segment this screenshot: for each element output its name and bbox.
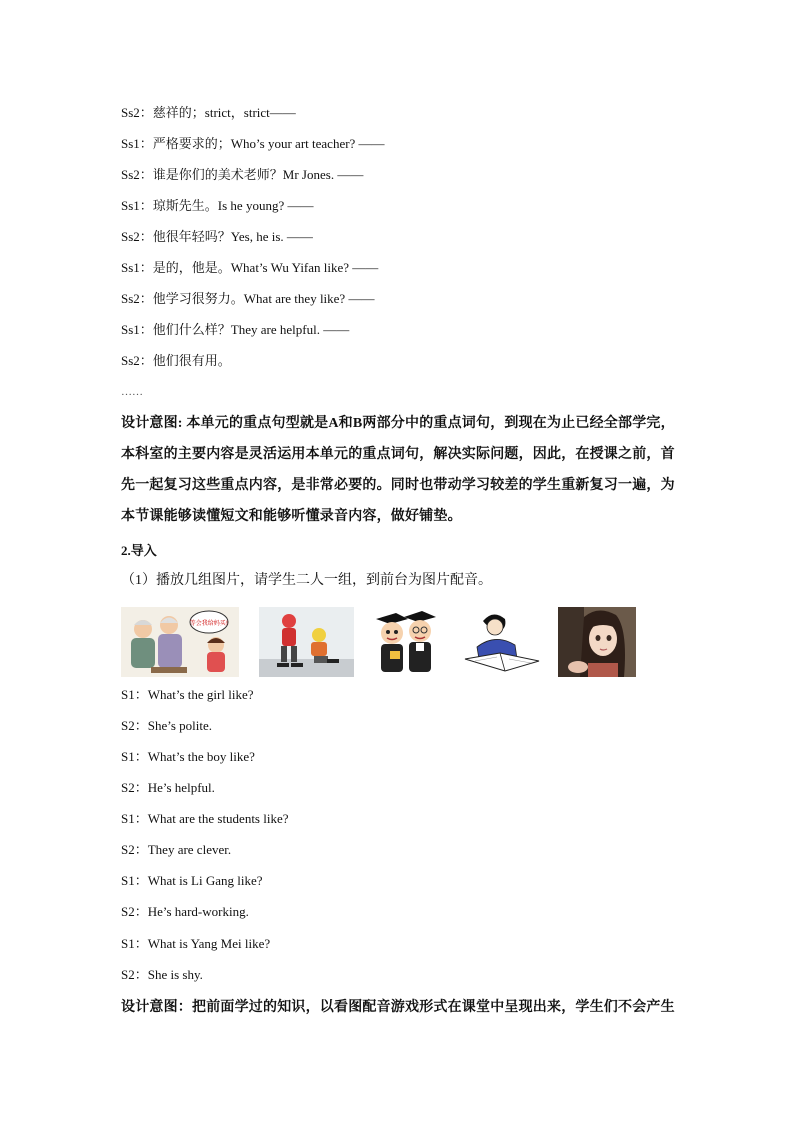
dialogue-line: S2：They are clever. [121, 842, 232, 857]
design-intent-paragraph: 设计意图: 本单元的重点句型就是A和B两部分中的重点词句，到现在为止已经全部学完，本科室的主要内容是灵活运用本单元的重点词句，解决实际问题，因此，在授课之前，首先一起复习这些重点内容，是非常必要的。同时也带动学习较差的学生重新复习一遍，为本节课能够读懂短文和能够听懂录音内容，做好铺垫。 [121, 416, 675, 524]
dialogue-line: S2：He’s hard-working. [121, 904, 249, 919]
dialogue-line: S2：She is shy. [121, 967, 203, 982]
picture-boy-studying [455, 607, 545, 677]
picture-grandparents-girl [121, 607, 239, 677]
dialogue-line: S2：She’s polite. [121, 718, 213, 733]
dialogue-line: Ss2：他们很有用。 [121, 353, 231, 368]
dialogue-line: S1：What is Li Gang like? [121, 873, 263, 888]
dialogue-line: S1：What is Yang Mei like? [121, 936, 271, 951]
section-heading: 2.导入 [121, 543, 157, 558]
picture-graduate-students [368, 607, 443, 677]
dialogue-line: Ss2：谁是你们的美术老师？Mr Jones. —— [121, 167, 364, 182]
dialogue-line: Ss1：是的，他是。What’s Wu Yifan like? —— [121, 260, 379, 275]
dialogue-line: S1：What’s the girl like? [121, 687, 254, 702]
instruction-text: （1）播放几组图片，请学生二人一组，到前台为图片配音。 [121, 573, 492, 588]
dialogue-line: Ss2：他学习很努力。What are they like? —— [121, 291, 375, 306]
dialogue-line: Ss1：严格要求的；Who’s your art teacher? —— [121, 136, 385, 151]
speech-bubble-text: 等会我给妈买! [189, 620, 229, 627]
dialogue-line: S1：What are the students like? [121, 811, 289, 826]
dialogue-line: Ss2：慈祥的；strict，strict—— [121, 105, 296, 120]
dialogue-line: Ss2：他很年轻吗？Yes, he is. —— [121, 229, 313, 244]
design-intent-paragraph-2: 设计意图：把前面学过的知识，以看图配音游戏形式在课堂中呈现出来，学生们不会产生 [121, 1000, 675, 1015]
dialogue-line: S1：What’s the boy like? [121, 749, 255, 764]
dialogue-line: Ss1：他们什么样？They are helpful. —— [121, 322, 350, 337]
dialogue-line: Ss1：琼斯先生。Is he young? —— [121, 198, 314, 213]
ellipsis: …… [121, 386, 143, 398]
picture-shy-girl [558, 607, 636, 677]
picture-skating-children [259, 607, 354, 677]
dialogue-line: S2：He’s helpful. [121, 780, 215, 795]
